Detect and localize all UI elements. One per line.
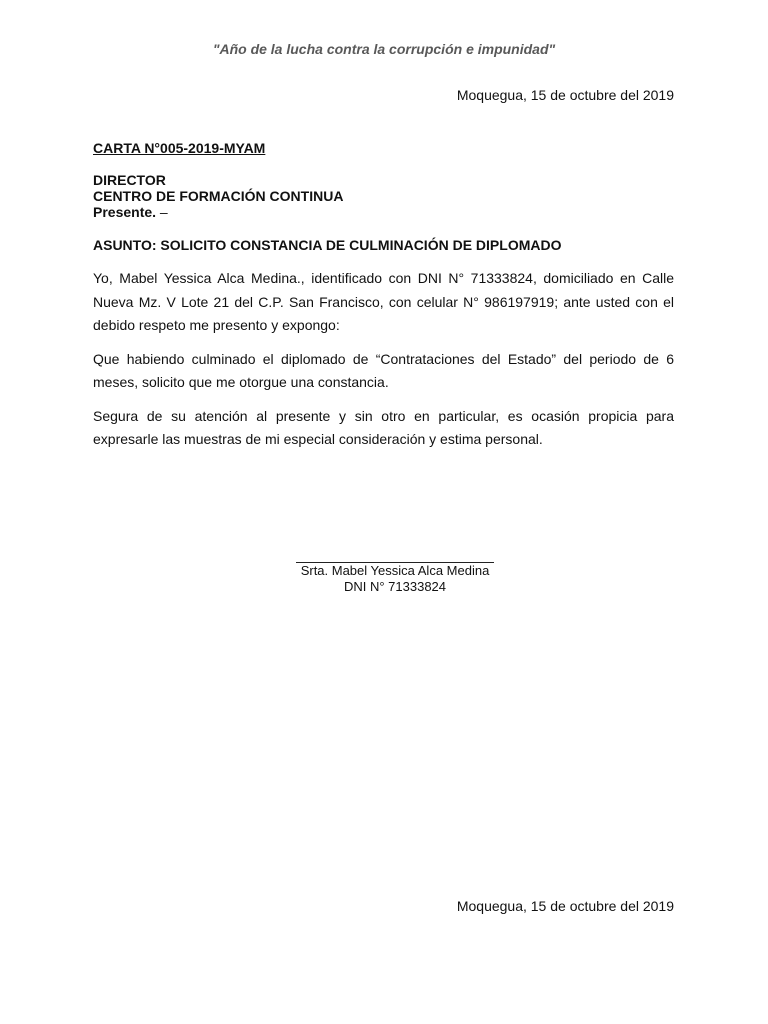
recipient-title: DIRECTOR [93, 172, 166, 188]
year-motto: "Año de la lucha contra la corrupción e impunidad" [212, 41, 556, 57]
recipient-block [93, 172, 343, 220]
body-paragraph-closing: Segura de su atención al presente y sin otro en particular, es ocasión propicia para expresarle las muestras de mi especial consideración y estima personal. [93, 407, 674, 447]
recipient-institution: CENTRO DE FORMACIÓN CONTINUA [93, 188, 344, 204]
presente-label: Presente. [93, 204, 157, 220]
letter-number: CARTA N°005-2019-MYAM [93, 140, 266, 156]
signatory-name: Srta. Mabel Yessica Alca Medina [300, 563, 490, 578]
letter-body [93, 267, 674, 462]
signature-block [296, 548, 494, 595]
body-paragraph-request: Que habiendo culminado el diplomado de “Contrataciones del Estado” del periodo de 6 meses, solicito que me otorgue una constancia. [93, 350, 674, 390]
subject-line: ASUNTO: SOLICITO CONSTANCIA DE CULMINACIÓN DE DIPLOMADO [93, 237, 562, 253]
recipient-presente [93, 204, 343, 220]
signatory-id: DNI N° 71333824 [343, 579, 447, 594]
date-top: Moquegua, 15 de octubre del 2019 [456, 87, 674, 103]
date-bottom: Moquegua, 15 de octubre del 2019 [456, 898, 674, 914]
presente-dash: – [156, 204, 168, 220]
body-paragraph-intro: Yo, Mabel Yessica Alca Medina., identificado con DNI N° 71333824, domiciliado en Calle Nueva Mz. V Lote 21 del C.P. San Francisco, con celular N° 986197919; ante usted con el debido respeto me presento y expongo: [93, 270, 674, 333]
